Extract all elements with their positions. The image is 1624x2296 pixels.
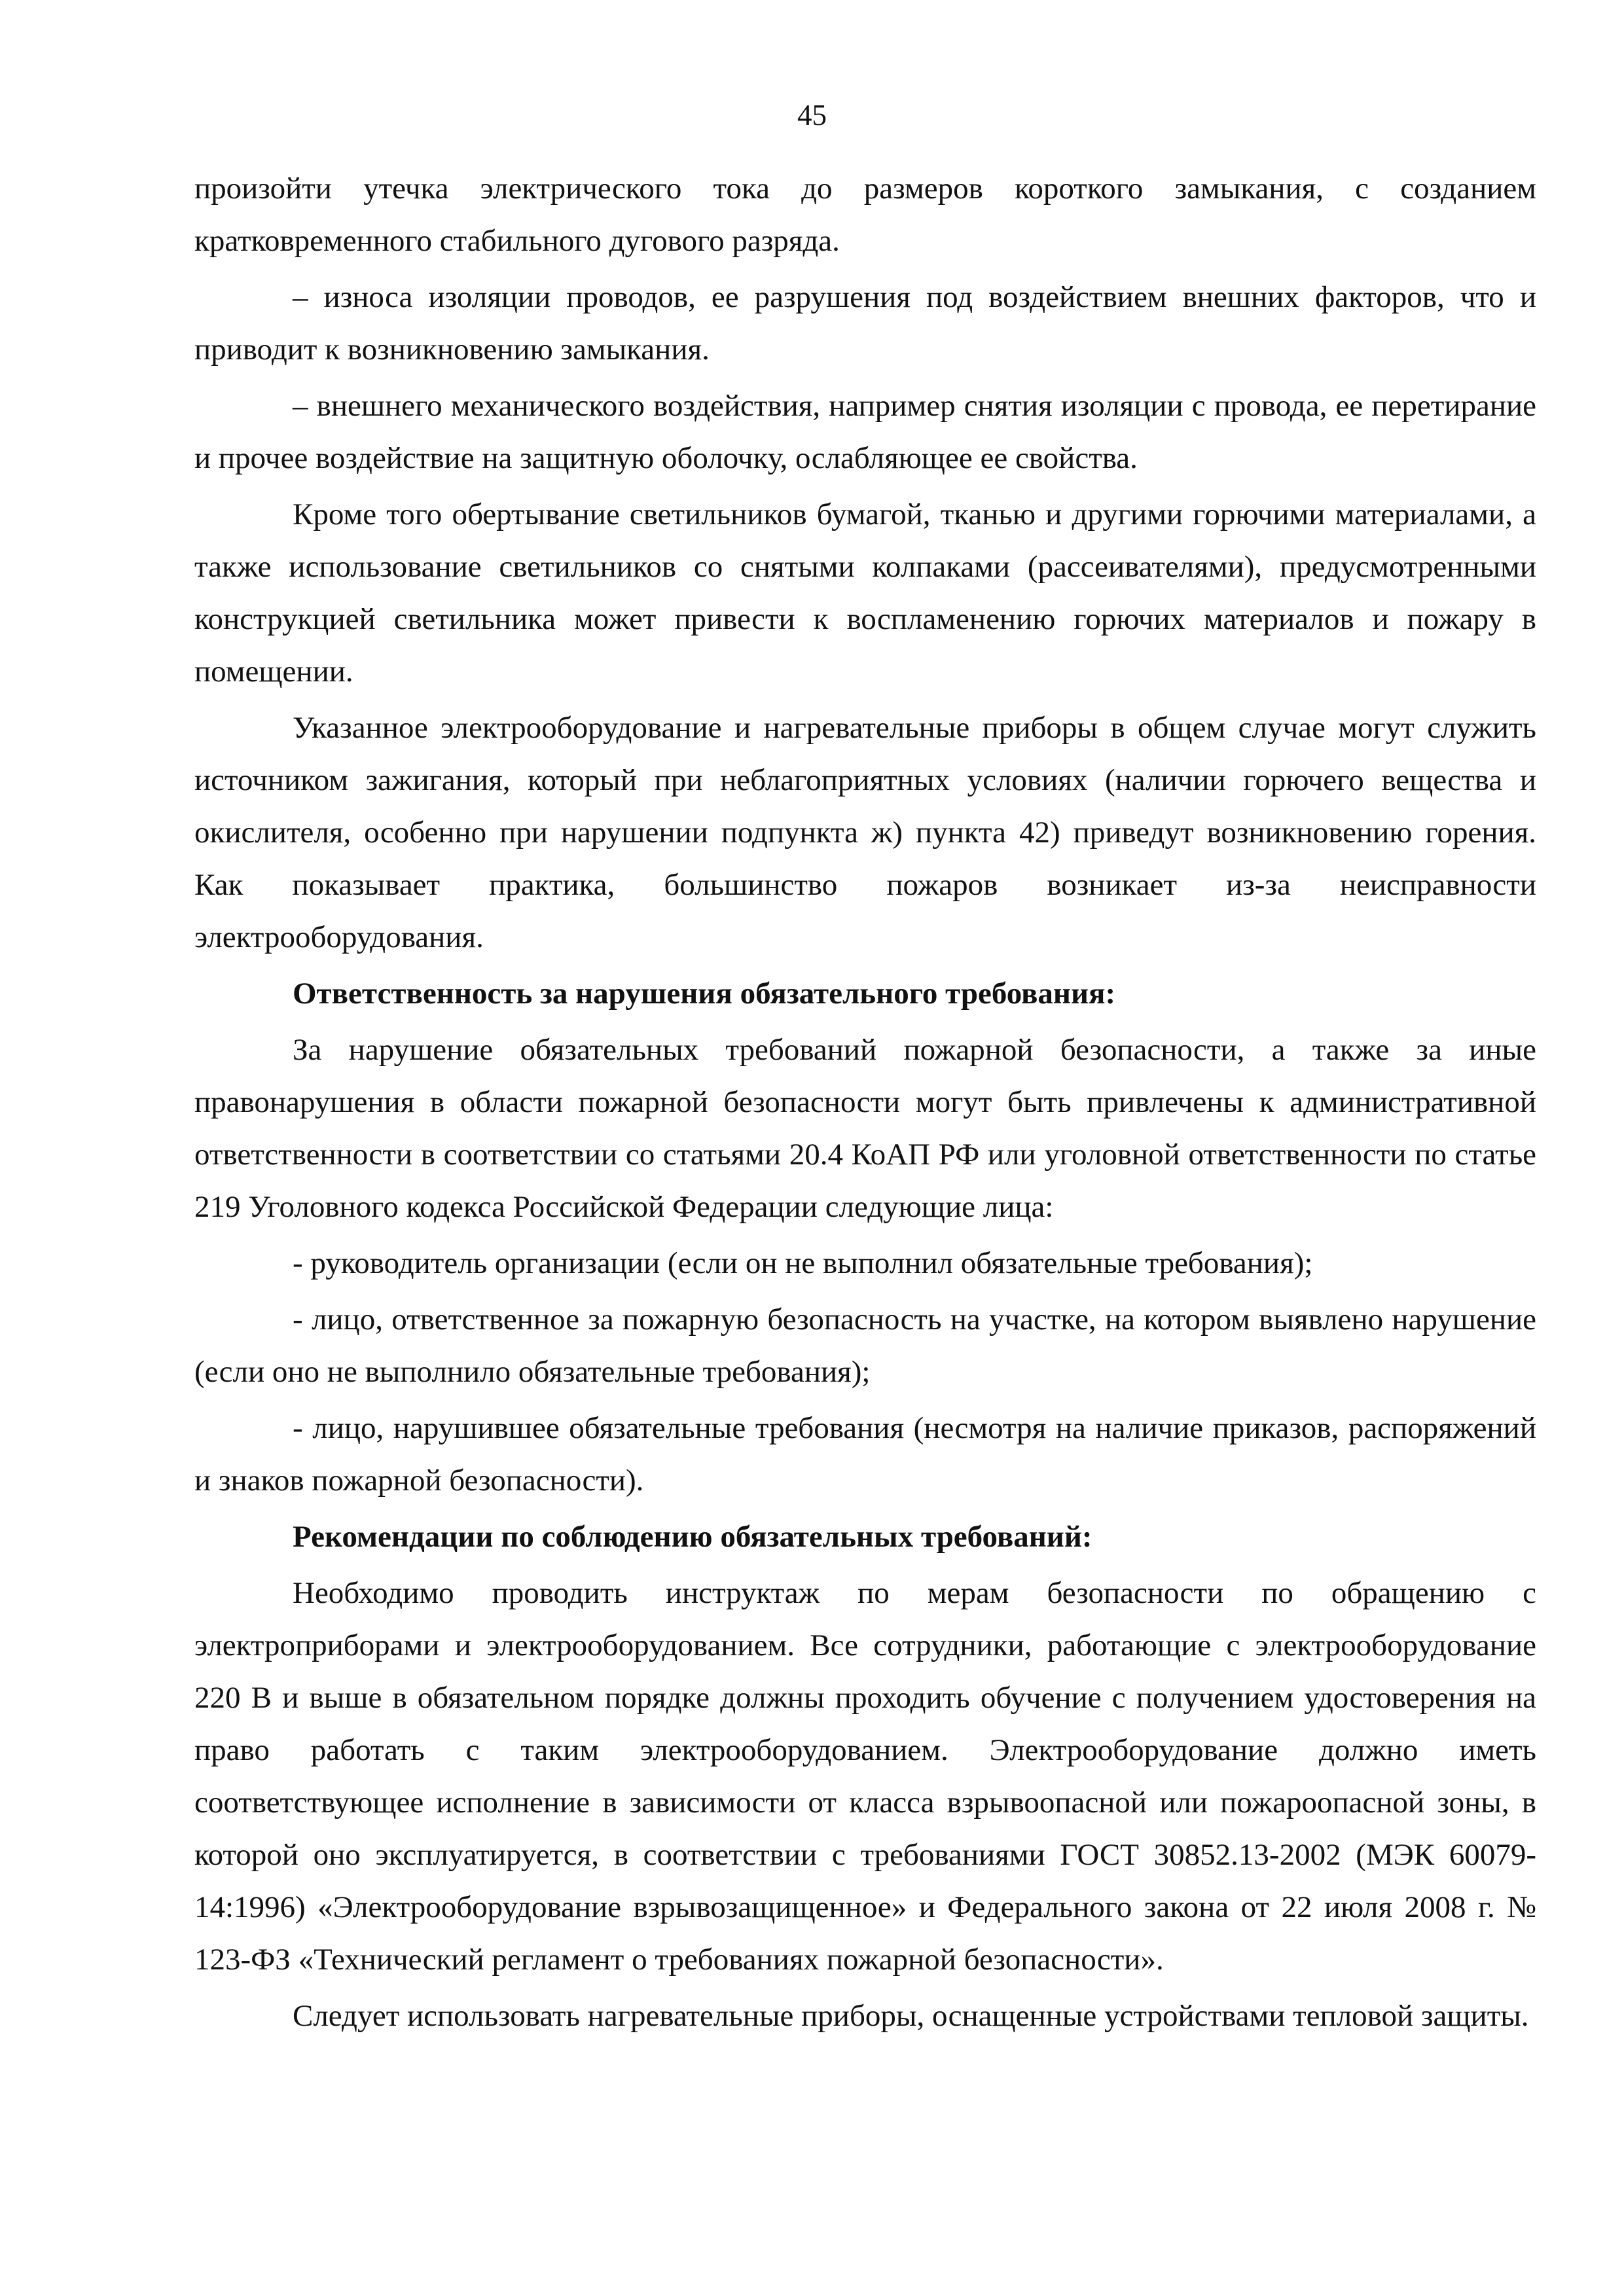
document-body xyxy=(194,162,1536,2046)
paragraph-ignition-sources: Указанное электрооборудование и нагревательные приборы в общем случае могут служить источником зажигания, который при неблагоприятных условиях (наличии горючего вещества и окислителя, особенно при нарушении подпункта ж) пункта 42) приведут возникновению горения. Как показывает практика, большинство пожаров возникает из-за неисправности электрооборудования. xyxy=(194,711,1536,954)
list-item-violator: - лицо, нарушившее обязательные требования (несмотря на наличие приказов, распоряжений и знаков пожарной безопасности). xyxy=(194,1411,1536,1498)
section-heading-responsibility: Ответственность за нарушения обязательного требования: xyxy=(293,977,1116,1011)
paragraph-luminaires: Кроме того обертывание светильников бумагой, тканью и другими горючими материалами, а также использование светильников со снятыми колпаками (рассеивателями), предусмотренными конструкцией светильника может привести к воспламенению горючих материалов и пожару в помещении. xyxy=(194,497,1536,689)
paragraph-heating-devices: Следует использовать нагревательные приборы, оснащенные устройствами тепловой защиты. xyxy=(293,1999,1529,2033)
list-item-responsible-person: - лицо, ответственное за пожарную безопасность на участке, на котором выявлено нарушение (если оно не выполнило обязательные требования); xyxy=(194,1302,1536,1389)
section-heading-recommendations: Рекомендации по соблюдению обязательных требований: xyxy=(293,1520,1092,1554)
paragraph-continuation: произойти утечка электрического тока до размеров короткого замыкания, с созданием кратковременного стабильного дугового разряда. xyxy=(194,171,1536,258)
list-item-insulation-wear: – износа изоляции проводов, ее разрушения под воздействием внешних факторов, что и приводит к возникновению замыкания. xyxy=(194,280,1536,367)
list-item-mechanical-impact: – внешнего механического воздействия, например снятия изоляции с провода, ее перетирание и прочее воздействие на защитную оболочку, ослабляющее ее свойства. xyxy=(194,389,1536,475)
paragraph-recommendations: Необходимо проводить инструктаж по мерам безопасности по обращению с электроприборами и электрооборудованием. Все сотрудники, работающие с электрооборудование 220 В и выше в обязательном порядке должны проходить обучение с получением удостоверения на право работать с таким электрооборудованием. Электрооборудование должно иметь соответствующее исполнение в зависимости от класса взрывоопасной или пожароопасной зоны, в которой оно эксплуатируется, в соответствии с требованиями ГОСТ 30852.13-2002 (МЭК 60079-14:1996) «Электрооборудование взрывозащищенное» и Федерального закона от 22 июля 2008 г. № 123-ФЗ «Технический регламент о требованиях пожарной безопасности». xyxy=(194,1576,1536,1977)
page-number: 45 xyxy=(797,99,827,132)
paragraph-responsibility: За нарушение обязательных требований пожарной безопасности, а также за иные правонарушения в области пожарной безопасности могут быть привлечены к административной ответственности в соответствии со статьями 20.4 КоАП РФ или уголовной ответственности по статье 219 Уголовного кодекса Российской Федерации следующие лица: xyxy=(194,1033,1536,1224)
list-item-head-of-organization: - руководитель организации (если он не выполнил обязательные требования); xyxy=(293,1246,1313,1280)
